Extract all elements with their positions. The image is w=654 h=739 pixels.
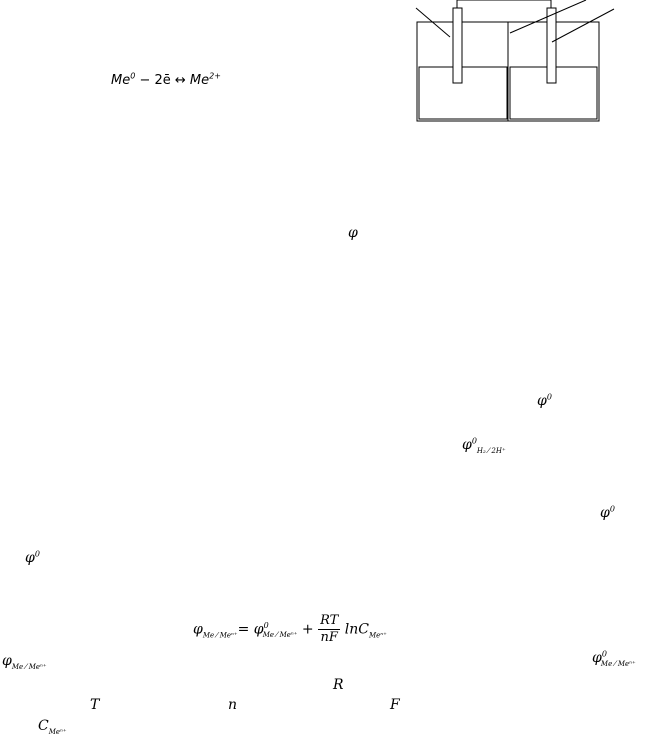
rt-over-nf-fraction: $\frac{RT}{nF}$: [320, 613, 339, 645]
external-circuit-wire: [457, 0, 551, 8]
phi-symbol: φ: [348, 225, 358, 241]
electrode-right: [547, 8, 556, 83]
nernst-equation: $\varphi_{Me ⁄ Me^{n+}}= \varphi^0_{Me ⁄ Me^{n+}}$ + $\frac{RT}{nF}$ lnC$_{Me^{n+}}$: [193, 613, 387, 645]
electron-count-symbol: n: [228, 697, 238, 713]
standard-potential-symbol-right: $\varphi^0$: [600, 504, 615, 521]
standard-electrode-potential-symbol: $\varphi^0_{Me ⁄ Me^{n+}}$: [592, 649, 636, 668]
hydrogen-electrode-potential: $\varphi^0_{H_2 ⁄ 2H^+}$: [462, 436, 506, 455]
electrode-potential-symbol: $\varphi_{Me ⁄ Me^{n+}}$: [2, 653, 47, 671]
electrode-left: [453, 8, 462, 83]
standard-potential-symbol: $\varphi^0$: [537, 392, 552, 409]
leader-line-right: [552, 9, 614, 42]
ion-concentration-symbol: $C_{Me^{n+}}$: [38, 718, 67, 736]
temperature-symbol: T: [90, 697, 100, 713]
electrolyte-left: [419, 67, 507, 119]
standard-potential-symbol-left: $\varphi^0$: [25, 549, 40, 566]
gas-constant-symbol: R: [333, 677, 344, 693]
oxidation-equation: $Me^0$ − 2ē ↔ $Me^{2+}$: [111, 71, 221, 88]
faraday-constant-symbol: F: [390, 697, 400, 713]
